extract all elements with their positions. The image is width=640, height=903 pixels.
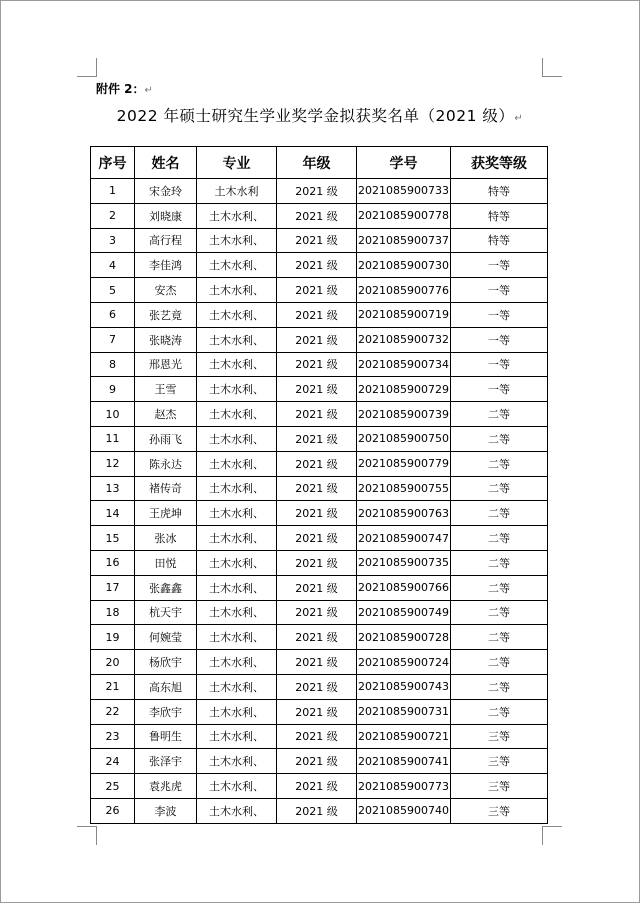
header-student-id: 学号 <box>357 147 451 179</box>
cell-index: 12 <box>91 451 135 476</box>
cell-name: 杭天宇 <box>135 600 197 625</box>
cell-grade: 2021 级 <box>277 253 357 278</box>
cell-name: 刘晓康 <box>135 203 197 228</box>
cell-award-level: 二等 <box>451 625 548 650</box>
cell-major: 土木水利、 <box>197 352 277 377</box>
cell-student-id: 2021085900734 <box>357 352 451 377</box>
header-name: 姓名 <box>135 147 197 179</box>
cell-student-id: 2021085900719 <box>357 302 451 327</box>
cell-major: 土木水利、 <box>197 278 277 303</box>
cell-grade: 2021 级 <box>277 749 357 774</box>
table-row <box>91 550 548 575</box>
attachment-label-text: 附件 2： <box>96 82 145 96</box>
table-row <box>91 402 548 427</box>
paragraph-mark-icon: ↵ <box>144 85 153 96</box>
table-row <box>91 650 548 675</box>
cell-name: 鲁明生 <box>135 724 197 749</box>
cell-grade: 2021 级 <box>277 674 357 699</box>
table-row <box>91 451 548 476</box>
cell-index: 9 <box>91 377 135 402</box>
cell-major: 土木水利、 <box>197 302 277 327</box>
cell-name: 袁兆虎 <box>135 774 197 799</box>
cell-major: 土木水利、 <box>197 798 277 823</box>
table-row <box>91 377 548 402</box>
cell-student-id: 2021085900735 <box>357 550 451 575</box>
table-row <box>91 724 548 749</box>
cell-name: 陈永达 <box>135 451 197 476</box>
table-body <box>91 179 548 824</box>
table-row <box>91 674 548 699</box>
cell-award-level: 三等 <box>451 774 548 799</box>
table-row <box>91 798 548 823</box>
cell-award-level: 二等 <box>451 402 548 427</box>
cell-major: 土木水利、 <box>197 476 277 501</box>
cell-award-level: 二等 <box>451 575 548 600</box>
table-row <box>91 203 548 228</box>
cell-grade: 2021 级 <box>277 798 357 823</box>
cell-index: 25 <box>91 774 135 799</box>
header-index: 序号 <box>91 147 135 179</box>
table-row <box>91 179 548 204</box>
cell-index: 26 <box>91 798 135 823</box>
cell-index: 18 <box>91 600 135 625</box>
paragraph-mark-icon: ↵ <box>514 113 524 124</box>
cell-index: 7 <box>91 327 135 352</box>
cell-index: 5 <box>91 278 135 303</box>
attachment-label <box>96 80 153 97</box>
crop-mark-bottom-right-v <box>542 826 543 845</box>
table-row <box>91 625 548 650</box>
cell-name: 张艺竟 <box>135 302 197 327</box>
cell-name: 张晓涛 <box>135 327 197 352</box>
cell-award-level: 三等 <box>451 724 548 749</box>
cell-grade: 2021 级 <box>277 476 357 501</box>
cell-major: 土木水利、 <box>197 724 277 749</box>
table-row <box>91 575 548 600</box>
cell-major: 土木水利、 <box>197 749 277 774</box>
cell-award-level: 特等 <box>451 228 548 253</box>
cell-major: 土木水利、 <box>197 526 277 551</box>
table-row <box>91 228 548 253</box>
cell-grade: 2021 级 <box>277 228 357 253</box>
cell-grade: 2021 级 <box>277 575 357 600</box>
cell-index: 6 <box>91 302 135 327</box>
cell-index: 24 <box>91 749 135 774</box>
cell-index: 1 <box>91 179 135 204</box>
cell-major: 土木水利、 <box>197 228 277 253</box>
cell-major: 土木水利、 <box>197 600 277 625</box>
cell-index: 11 <box>91 426 135 451</box>
crop-mark-bottom-left-h <box>77 826 97 827</box>
cell-index: 22 <box>91 699 135 724</box>
cell-major: 土木水利、 <box>197 327 277 352</box>
cell-award-level: 二等 <box>451 600 548 625</box>
cell-grade: 2021 级 <box>277 426 357 451</box>
cell-name: 张鑫鑫 <box>135 575 197 600</box>
cell-index: 8 <box>91 352 135 377</box>
crop-mark-top-left-v <box>96 58 97 77</box>
cell-index: 14 <box>91 501 135 526</box>
cell-major: 土木水利、 <box>197 650 277 675</box>
cell-student-id: 2021085900740 <box>357 798 451 823</box>
cell-index: 3 <box>91 228 135 253</box>
table-header-row <box>91 147 548 179</box>
cell-major: 土木水利、 <box>197 575 277 600</box>
cell-student-id: 2021085900773 <box>357 774 451 799</box>
table-row <box>91 501 548 526</box>
cell-grade: 2021 级 <box>277 600 357 625</box>
table-row <box>91 774 548 799</box>
cell-index: 10 <box>91 402 135 427</box>
cell-student-id: 2021085900724 <box>357 650 451 675</box>
cell-grade: 2021 级 <box>277 302 357 327</box>
cell-name: 孙雨飞 <box>135 426 197 451</box>
cell-student-id: 2021085900732 <box>357 327 451 352</box>
cell-award-level: 二等 <box>451 674 548 699</box>
table-row <box>91 699 548 724</box>
cell-award-level: 二等 <box>451 501 548 526</box>
cell-award-level: 特等 <box>451 179 548 204</box>
crop-mark-bottom-left-v <box>96 826 97 845</box>
cell-grade: 2021 级 <box>277 550 357 575</box>
table-row <box>91 327 548 352</box>
cell-student-id: 2021085900749 <box>357 600 451 625</box>
cell-grade: 2021 级 <box>277 377 357 402</box>
cell-name: 赵杰 <box>135 402 197 427</box>
cell-student-id: 2021085900741 <box>357 749 451 774</box>
cell-name: 张冰 <box>135 526 197 551</box>
cell-award-level: 一等 <box>451 278 548 303</box>
cell-grade: 2021 级 <box>277 278 357 303</box>
cell-student-id: 2021085900737 <box>357 228 451 253</box>
cell-student-id: 2021085900743 <box>357 674 451 699</box>
cell-name: 褚传奇 <box>135 476 197 501</box>
crop-mark-top-left-h <box>77 76 97 77</box>
table-row <box>91 253 548 278</box>
cell-award-level: 一等 <box>451 327 548 352</box>
cell-grade: 2021 级 <box>277 699 357 724</box>
cell-award-level: 二等 <box>451 426 548 451</box>
cell-index: 21 <box>91 674 135 699</box>
cell-name: 李欣宇 <box>135 699 197 724</box>
cell-name: 田悦 <box>135 550 197 575</box>
cell-major: 土木水利、 <box>197 426 277 451</box>
table-row <box>91 600 548 625</box>
cell-student-id: 2021085900721 <box>357 724 451 749</box>
table-row <box>91 749 548 774</box>
table-row <box>91 302 548 327</box>
cell-index: 16 <box>91 550 135 575</box>
cell-student-id: 2021085900729 <box>357 377 451 402</box>
cell-name: 杨欣宇 <box>135 650 197 675</box>
cell-award-level: 一等 <box>451 253 548 278</box>
cell-major: 土木水利、 <box>197 550 277 575</box>
cell-major: 土木水利、 <box>197 451 277 476</box>
cell-award-level: 二等 <box>451 476 548 501</box>
cell-award-level: 一等 <box>451 302 548 327</box>
cell-name: 邢恩光 <box>135 352 197 377</box>
cell-index: 2 <box>91 203 135 228</box>
crop-mark-top-right-v <box>542 58 543 77</box>
cell-grade: 2021 级 <box>277 724 357 749</box>
cell-grade: 2021 级 <box>277 327 357 352</box>
cell-award-level: 二等 <box>451 451 548 476</box>
cell-major: 土木水利、 <box>197 699 277 724</box>
cell-grade: 2021 级 <box>277 179 357 204</box>
crop-mark-top-right-h <box>542 76 562 77</box>
table-row <box>91 526 548 551</box>
cell-major: 土木水利、 <box>197 203 277 228</box>
cell-name: 王雪 <box>135 377 197 402</box>
cell-student-id: 2021085900766 <box>357 575 451 600</box>
cell-award-level: 一等 <box>451 377 548 402</box>
cell-name: 宋金玲 <box>135 179 197 204</box>
header-award-level: 获奖等级 <box>451 147 548 179</box>
cell-grade: 2021 级 <box>277 526 357 551</box>
cell-grade: 2021 级 <box>277 402 357 427</box>
cell-grade: 2021 级 <box>277 501 357 526</box>
cell-award-level: 三等 <box>451 798 548 823</box>
cell-grade: 2021 级 <box>277 774 357 799</box>
cell-student-id: 2021085900733 <box>357 179 451 204</box>
cell-student-id: 2021085900730 <box>357 253 451 278</box>
cell-major: 土木水利、 <box>197 253 277 278</box>
cell-award-level: 一等 <box>451 352 548 377</box>
cell-award-level: 二等 <box>451 650 548 675</box>
cell-award-level: 特等 <box>451 203 548 228</box>
cell-index: 23 <box>91 724 135 749</box>
cell-major: 土木水利、 <box>197 377 277 402</box>
cell-student-id: 2021085900728 <box>357 625 451 650</box>
cell-name: 李佳鸿 <box>135 253 197 278</box>
cell-major: 土木水利、 <box>197 402 277 427</box>
page-title <box>0 104 640 126</box>
cell-student-id: 2021085900747 <box>357 526 451 551</box>
cell-grade: 2021 级 <box>277 352 357 377</box>
cell-award-level: 三等 <box>451 749 548 774</box>
cell-name: 王虎坤 <box>135 501 197 526</box>
page-title-text: 2022 年硕士研究生学业奖学金拟获奖名单（2021 级） <box>116 107 515 125</box>
cell-major: 土木水利、 <box>197 501 277 526</box>
cell-name: 何婉莹 <box>135 625 197 650</box>
cell-name: 李波 <box>135 798 197 823</box>
cell-index: 17 <box>91 575 135 600</box>
cell-name: 张泽宇 <box>135 749 197 774</box>
cell-student-id: 2021085900763 <box>357 501 451 526</box>
cell-student-id: 2021085900778 <box>357 203 451 228</box>
cell-major: 土木水利、 <box>197 625 277 650</box>
cell-grade: 2021 级 <box>277 650 357 675</box>
cell-index: 20 <box>91 650 135 675</box>
cell-index: 19 <box>91 625 135 650</box>
cell-name: 高行程 <box>135 228 197 253</box>
header-major: 专业 <box>197 147 277 179</box>
cell-major: 土木水利、 <box>197 774 277 799</box>
cell-student-id: 2021085900755 <box>357 476 451 501</box>
cell-award-level: 二等 <box>451 550 548 575</box>
header-grade: 年级 <box>277 147 357 179</box>
cell-name: 安杰 <box>135 278 197 303</box>
cell-grade: 2021 级 <box>277 625 357 650</box>
cell-student-id: 2021085900750 <box>357 426 451 451</box>
crop-mark-bottom-right-h <box>542 826 562 827</box>
cell-index: 4 <box>91 253 135 278</box>
table-row <box>91 476 548 501</box>
cell-major: 土木水利、 <box>197 674 277 699</box>
table-row <box>91 352 548 377</box>
cell-student-id: 2021085900779 <box>357 451 451 476</box>
cell-index: 13 <box>91 476 135 501</box>
cell-index: 15 <box>91 526 135 551</box>
cell-award-level: 二等 <box>451 699 548 724</box>
cell-student-id: 2021085900731 <box>357 699 451 724</box>
cell-student-id: 2021085900776 <box>357 278 451 303</box>
cell-grade: 2021 级 <box>277 451 357 476</box>
table-row <box>91 426 548 451</box>
cell-award-level: 二等 <box>451 526 548 551</box>
cell-major: 土木水利 <box>197 179 277 204</box>
cell-grade: 2021 级 <box>277 203 357 228</box>
award-roster-table <box>90 146 548 824</box>
cell-student-id: 2021085900739 <box>357 402 451 427</box>
cell-name: 高东旭 <box>135 674 197 699</box>
table-row <box>91 278 548 303</box>
